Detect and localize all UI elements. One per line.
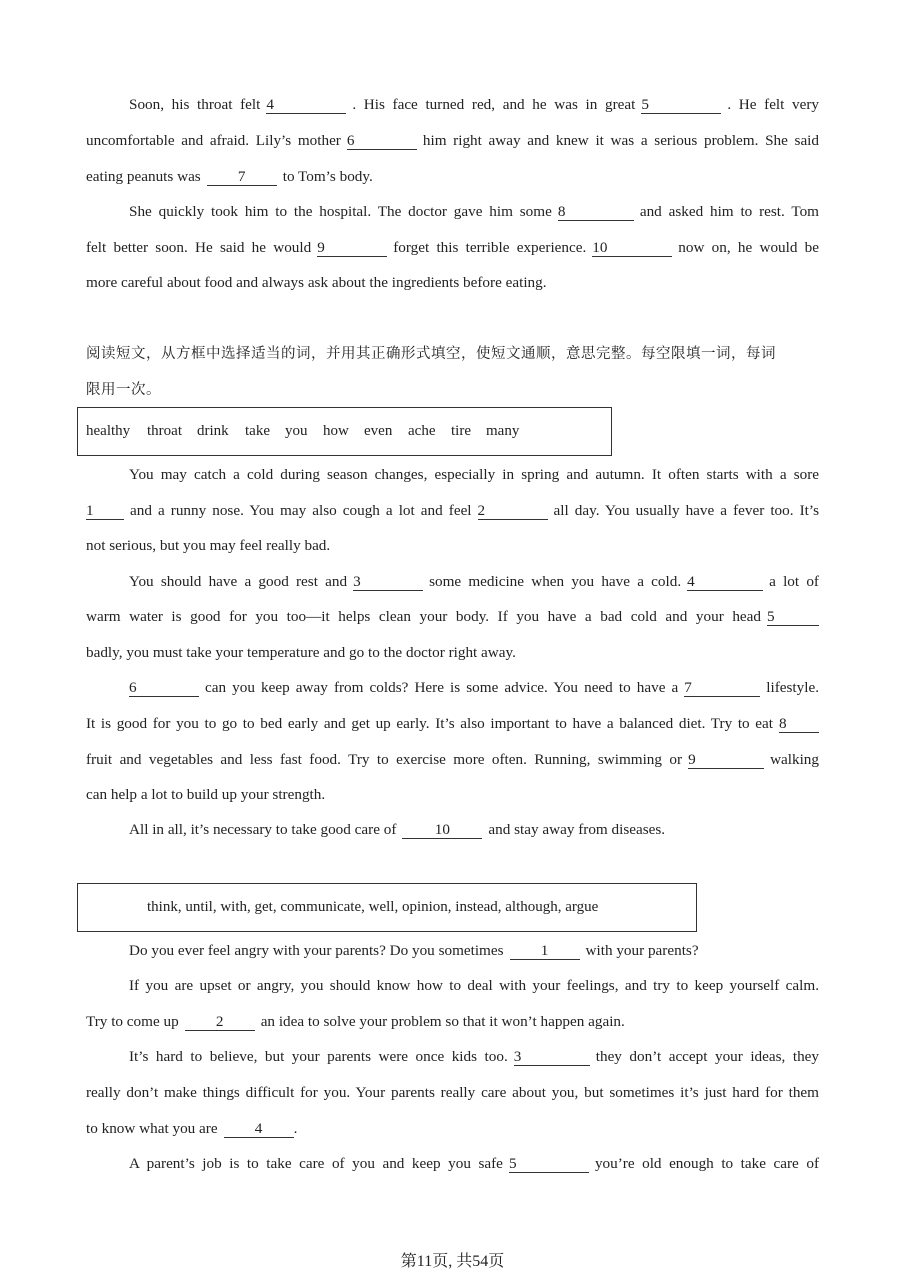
blank-7[interactable]: 7 xyxy=(684,679,760,697)
blank-1[interactable]: 1 xyxy=(86,502,124,520)
passage3-line: If you are upset or angry, you should know how to deal with your feelings, and try to keep yourself calm. xyxy=(129,977,819,994)
word-box-word: even xyxy=(364,423,393,439)
blank-10[interactable]: 10 xyxy=(402,821,482,839)
passage2-line: fruit and vegetables and less fast food. Try to exercise more often. Running, swimming or 9 walking xyxy=(86,751,819,768)
blank-6[interactable]: 6 xyxy=(347,132,417,150)
passage2-line: can help a lot to build up your strength. xyxy=(86,786,326,803)
blank-4[interactable]: 4 xyxy=(224,1120,294,1138)
blank-3[interactable]: 3 xyxy=(353,573,423,591)
word-box xyxy=(77,407,612,456)
passage2-line: You may catch a cold during season changes, especially in spring and autumn. It often starts with a sore xyxy=(129,466,819,483)
word-box-words: think, until, with, get, communicate, well, opinion, instead, although, argue xyxy=(147,899,599,915)
instruction-line: 限用一次。 xyxy=(86,382,161,398)
word-box-word: drink xyxy=(197,423,229,439)
passage2-line: It is good for you to go to bed early and get up early. It’s also important to have a balanced diet. Try to eat 8 xyxy=(86,714,819,734)
blank-5[interactable]: 5 xyxy=(509,1155,589,1173)
instruction-line: 阅读短文，从方框中选择适当的词，并用其正确形式填空，使短文通顺，意思完整。每空限填一词，每词 xyxy=(86,346,776,362)
word-box-word: healthy xyxy=(86,423,131,439)
blank-3[interactable]: 3 xyxy=(514,1048,590,1066)
blank-4[interactable]: 4 xyxy=(687,573,763,591)
blank-4[interactable]: 4 xyxy=(266,96,346,114)
passage1-line: She quickly took him to the hospital. The doctor gave him some 8 and asked him to rest. Tom xyxy=(129,203,819,220)
blank-8[interactable]: 8 xyxy=(558,203,634,221)
passage2-line: 1 and a runny nose. You may also cough a lot and feel 2 all day. You usually have a fever too. It’s xyxy=(86,502,819,519)
blank-9[interactable]: 9 xyxy=(688,751,764,769)
passage2-line: not serious, but you may feel really bad. xyxy=(86,537,331,554)
word-box-word: throat xyxy=(147,423,182,439)
passage3-line: to know what you are 4 . xyxy=(86,1120,298,1137)
blank-7[interactable]: 7 xyxy=(207,168,277,186)
blank-9[interactable]: 9 xyxy=(317,239,387,257)
passage2-line: All in all, it’s necessary to take good care of 10 and stay away from diseases. xyxy=(129,821,666,838)
passage1-line: felt better soon. He said he would 9 forget this terrible experience. 10 now on, he would be xyxy=(86,239,820,256)
passage2-line: badly, you must take your temperature and go to the doctor right away. xyxy=(86,644,516,661)
passage3-line: really don’t make things difficult for you. Your parents really care about you, but sometimes it’s just hard for them xyxy=(86,1084,819,1101)
blank-1[interactable]: 1 xyxy=(510,942,580,960)
blank-5[interactable]: 5 xyxy=(641,96,721,114)
word-box-word: tire xyxy=(451,423,471,439)
passage3-line: Do you ever feel angry with your parents? Do you sometimes 1 with your parents? xyxy=(129,942,699,959)
passage1-line: more careful about food and always ask about the ingredients before eating. xyxy=(86,274,547,291)
passage2-line: warm water is good for you too—it helps clean your body. If you have a bad cold and your head 5 xyxy=(86,607,819,627)
passage3-line: It’s hard to believe, but your parents were once kids too. 3 they don’t accept your ideas, they xyxy=(129,1048,819,1065)
passage2-line: 6 can you keep away from colds? Here is some advice. You need to have a 7 lifestyle. xyxy=(129,679,819,696)
word-box-word: many xyxy=(486,423,520,439)
blank-5[interactable]: 5 xyxy=(767,608,819,626)
word-box-word: you xyxy=(285,423,308,439)
passage1-line: uncomfortable and afraid. Lily’s mother 6 him right away and knew it was a serious problem. She said xyxy=(86,132,819,149)
blank-8[interactable]: 8 xyxy=(779,715,819,733)
passage1-line: eating peanuts was 7 to Tom’s body. xyxy=(86,168,373,185)
word-box xyxy=(77,883,697,932)
passage1-line: Soon, his throat felt 4 . His face turned red, and he was in great 5 . He felt very xyxy=(129,96,819,113)
blank-10[interactable]: 10 xyxy=(592,239,672,257)
passage3-line: Try to come up 2 an idea to solve your problem so that it won’t happen again. xyxy=(86,1013,625,1030)
word-box-word: how xyxy=(323,423,349,439)
passage3-line: A parent’s job is to take care of you and keep you safe 5 you’re old enough to take care of xyxy=(129,1155,819,1172)
passage2-line: You should have a good rest and 3 some medicine when you have a cold. 4 a lot of xyxy=(129,573,819,590)
blank-2[interactable]: 2 xyxy=(478,502,548,520)
blank-6[interactable]: 6 xyxy=(129,679,199,697)
word-box-word: take xyxy=(245,423,270,439)
page-number: 第11页, 共54页 xyxy=(400,1253,505,1270)
word-box-word: ache xyxy=(408,423,436,439)
blank-2[interactable]: 2 xyxy=(185,1013,255,1031)
